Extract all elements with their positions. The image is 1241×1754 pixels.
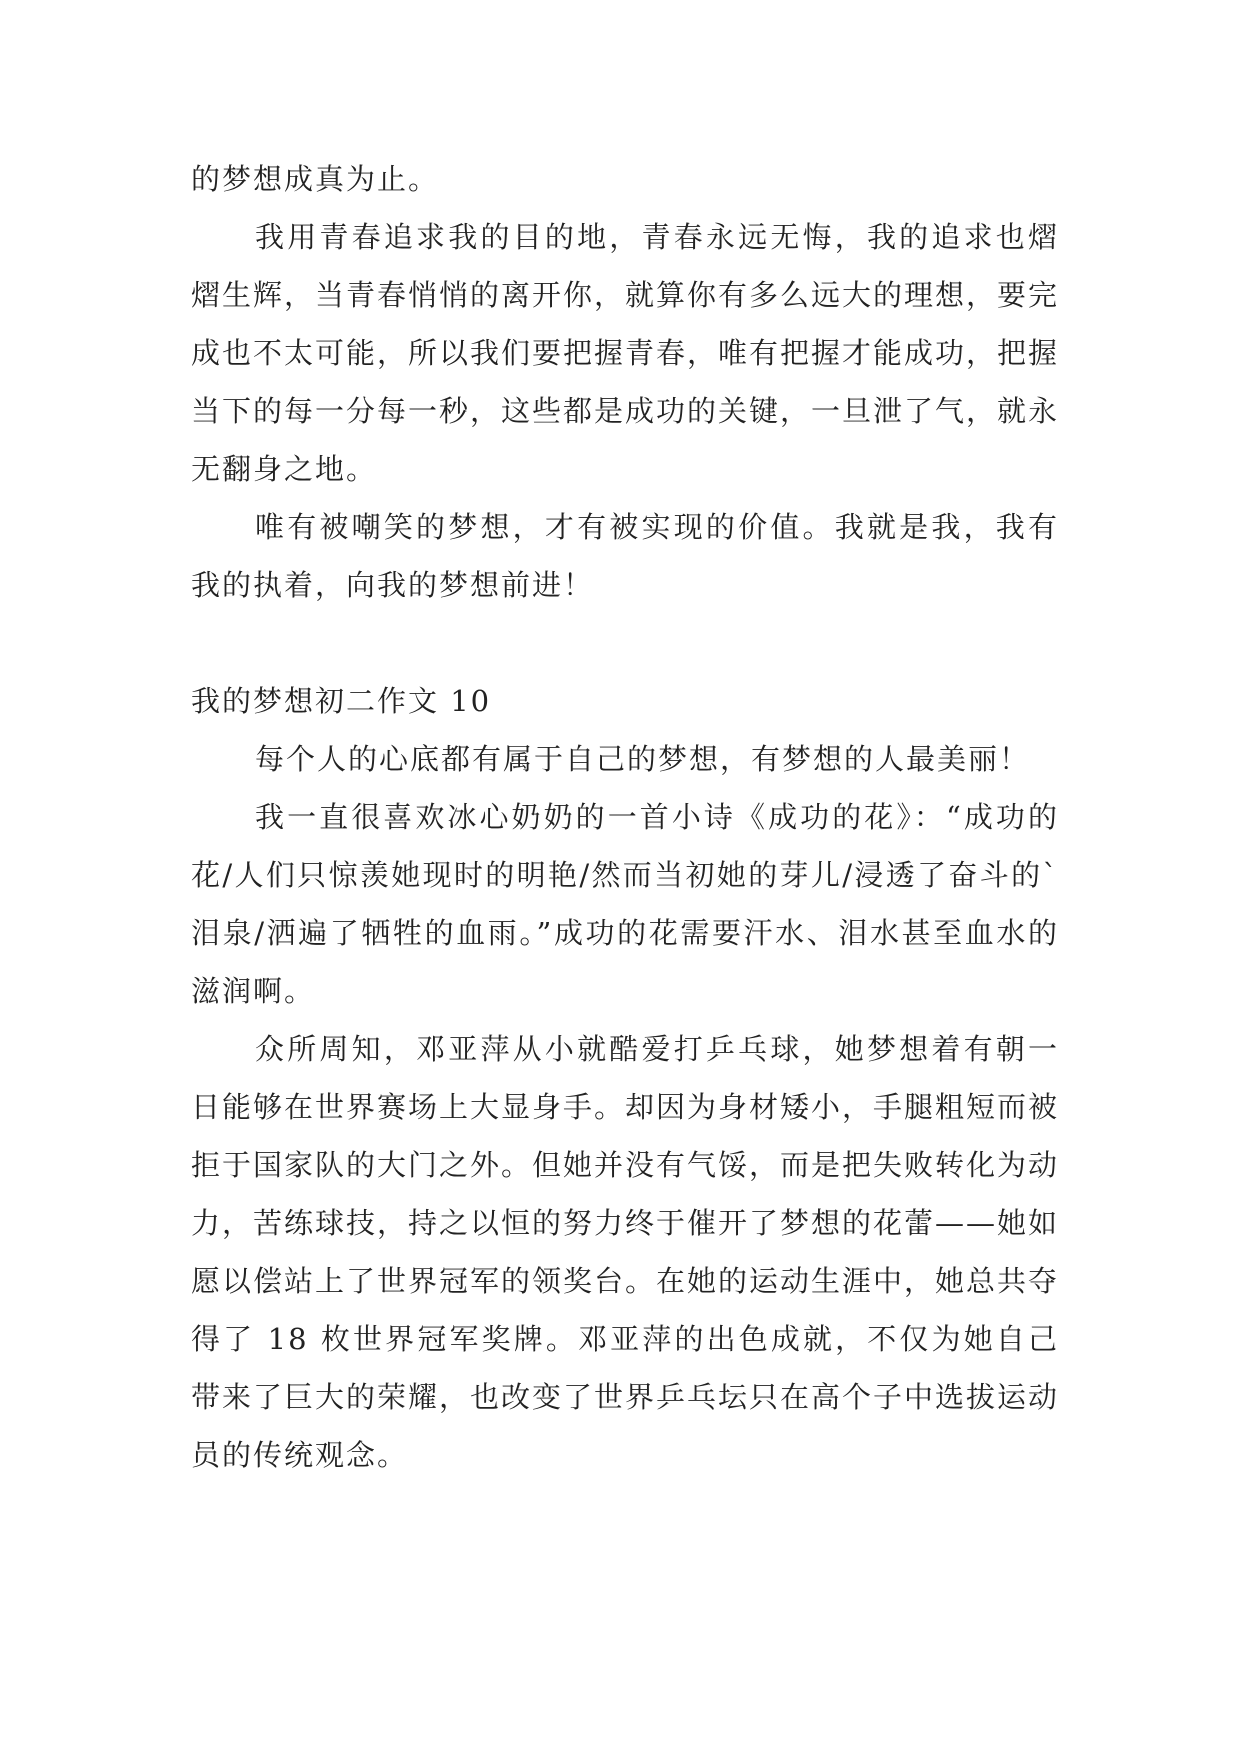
paragraph-deng-yaping: 众所周知，邓亚萍从小就酷爱打乒乓球，她梦想着有朝一日能够在世界赛场上大显身手。却因为身材矮小，手腿粗短而被拒于国家队的大门之外。但她并没有气馁，而是把失败转化为动力，苦练球技，持之以恒的努力终于催开了梦想的花蕾——她如愿以偿站上了世界冠军的领奖台。在她的运动生涯中，她总共夺得了 18 枚世界冠军奖牌。邓亚萍的出色成就，不仅为她自己带来了巨大的荣耀，也改变了世界乒乓坛只在高个子中选拔运动员的传统观念。 [191, 1032, 1060, 1472]
paragraph-poem: 我一直很喜欢冰心奶奶的一首小诗《成功的花》：“成功的花/人们只惊羡她现时的明艳/然而当初她的芽儿/浸透了奋斗的`泪泉/洒遍了牺牲的血雨。”成功的花需要汗水、泪水甚至血水的滋润啊。 [191, 800, 1059, 1008]
document-page [191, 150, 1059, 1484]
paragraph-everyone-dream: 每个人的心底都有属于自己的梦想，有梦想的人最美丽！ [255, 742, 1031, 776]
paragraph-youth: 我用青春追求我的目的地，青春永远无悔，我的追求也熠熠生辉，当青春悄悄的离开你，就算你有多么远大的理想，要完成也不太可能，所以我们要把握青春，唯有把握才能成功，把握当下的每一分每一秒，这些都是成功的关键，一旦泄了气，就永无翻身之地。 [191, 220, 1060, 486]
section-title: 我的梦想初二作文 10 [191, 684, 492, 718]
continuation-paragraph: 的梦想成真为止。 [191, 162, 440, 196]
paragraph-dream-value: 唯有被嘲笑的梦想，才有被实现的价值。我就是我，我有我的执着，向我的梦想前进！ [191, 510, 1059, 602]
